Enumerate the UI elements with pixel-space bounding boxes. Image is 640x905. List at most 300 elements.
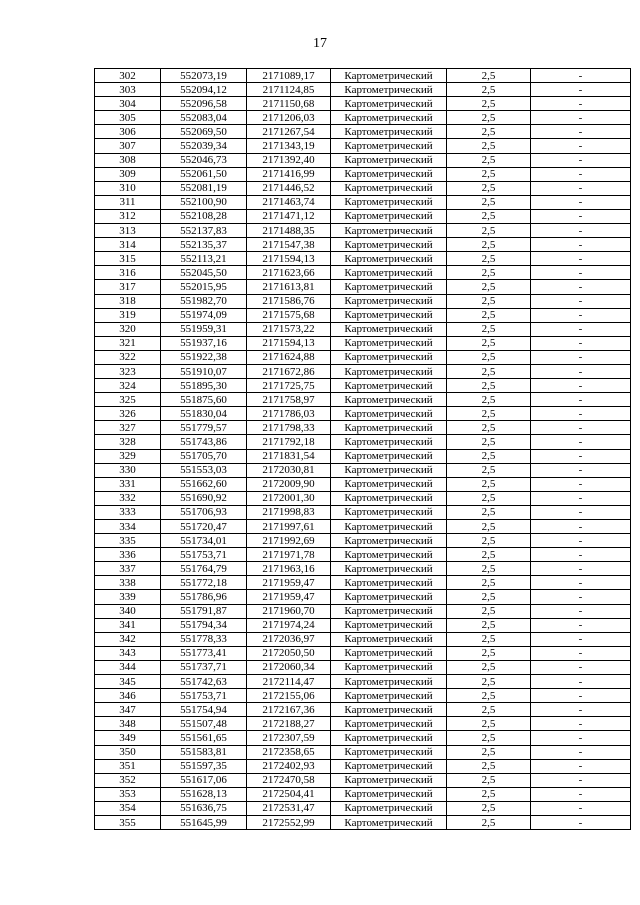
x-coordinate-cell: 551636,75 (161, 801, 247, 815)
accuracy-cell: 2,5 (447, 632, 531, 646)
y-coordinate-cell: 2171831,54 (247, 449, 331, 463)
point-number-cell: 353 (95, 787, 161, 801)
accuracy-cell: 2,5 (447, 675, 531, 689)
table-row (95, 703, 631, 717)
method-cell: Картометрический (331, 491, 447, 505)
accuracy-cell: 2,5 (447, 167, 531, 181)
accuracy-cell: 2,5 (447, 731, 531, 745)
y-coordinate-cell: 2171998,83 (247, 505, 331, 519)
accuracy-cell: 2,5 (447, 393, 531, 407)
x-coordinate-cell: 552039,34 (161, 139, 247, 153)
y-coordinate-cell: 2171992,69 (247, 534, 331, 548)
table-row (95, 534, 631, 548)
y-coordinate-cell: 2172552,99 (247, 815, 331, 829)
accuracy-cell: 2,5 (447, 477, 531, 491)
x-coordinate-cell: 551764,79 (161, 562, 247, 576)
table-row (95, 252, 631, 266)
method-cell: Картометрический (331, 238, 447, 252)
x-coordinate-cell: 552073,19 (161, 69, 247, 83)
accuracy-cell: 2,5 (447, 322, 531, 336)
table-row (95, 590, 631, 604)
point-number-cell: 321 (95, 336, 161, 350)
y-coordinate-cell: 2171624,88 (247, 350, 331, 364)
point-number-cell: 348 (95, 717, 161, 731)
method-cell: Картометрический (331, 125, 447, 139)
y-coordinate-cell: 2171471,12 (247, 209, 331, 223)
point-number-cell: 337 (95, 562, 161, 576)
table-row (95, 97, 631, 111)
x-coordinate-cell: 551720,47 (161, 520, 247, 534)
y-coordinate-cell: 2171586,76 (247, 294, 331, 308)
note-cell: - (531, 322, 631, 336)
table-row (95, 576, 631, 590)
y-coordinate-cell: 2172470,58 (247, 773, 331, 787)
accuracy-cell: 2,5 (447, 505, 531, 519)
accuracy-cell: 2,5 (447, 294, 531, 308)
point-number-cell: 354 (95, 801, 161, 815)
x-coordinate-cell: 551753,71 (161, 689, 247, 703)
x-coordinate-cell: 551583,81 (161, 745, 247, 759)
table-row (95, 646, 631, 660)
method-cell: Картометрический (331, 745, 447, 759)
table-row (95, 350, 631, 364)
note-cell: - (531, 195, 631, 209)
y-coordinate-cell: 2171416,99 (247, 167, 331, 181)
y-coordinate-cell: 2172050,50 (247, 646, 331, 660)
method-cell: Картометрический (331, 689, 447, 703)
accuracy-cell: 2,5 (447, 139, 531, 153)
note-cell: - (531, 689, 631, 703)
y-coordinate-cell: 2171672,86 (247, 364, 331, 378)
y-coordinate-cell: 2172188,27 (247, 717, 331, 731)
table-row (95, 801, 631, 815)
point-number-cell: 345 (95, 675, 161, 689)
y-coordinate-cell: 2172504,41 (247, 787, 331, 801)
accuracy-cell: 2,5 (447, 604, 531, 618)
x-coordinate-cell: 551645,99 (161, 815, 247, 829)
method-cell: Картометрический (331, 576, 447, 590)
point-number-cell: 351 (95, 759, 161, 773)
table-row (95, 209, 631, 223)
note-cell: - (531, 773, 631, 787)
method-cell: Картометрический (331, 717, 447, 731)
point-number-cell: 310 (95, 181, 161, 195)
method-cell: Картометрический (331, 111, 447, 125)
point-number-cell: 314 (95, 238, 161, 252)
note-cell: - (531, 181, 631, 195)
x-coordinate-cell: 552081,19 (161, 181, 247, 195)
method-cell: Картометрический (331, 308, 447, 322)
accuracy-cell: 2,5 (447, 111, 531, 125)
table-row (95, 294, 631, 308)
x-coordinate-cell: 551982,70 (161, 294, 247, 308)
method-cell: Картометрический (331, 660, 447, 674)
note-cell: - (531, 604, 631, 618)
table-row (95, 336, 631, 350)
point-number-cell: 319 (95, 308, 161, 322)
accuracy-cell: 2,5 (447, 717, 531, 731)
method-cell: Картометрический (331, 801, 447, 815)
table-row (95, 111, 631, 125)
note-cell: - (531, 294, 631, 308)
point-number-cell: 336 (95, 548, 161, 562)
x-coordinate-cell: 551507,48 (161, 717, 247, 731)
point-number-cell: 352 (95, 773, 161, 787)
method-cell: Картометрический (331, 590, 447, 604)
method-cell: Картометрический (331, 181, 447, 195)
table-row (95, 520, 631, 534)
x-coordinate-cell: 551553,03 (161, 463, 247, 477)
method-cell: Картометрический (331, 435, 447, 449)
accuracy-cell: 2,5 (447, 590, 531, 604)
y-coordinate-cell: 2171124,85 (247, 83, 331, 97)
table-row (95, 562, 631, 576)
note-cell: - (531, 759, 631, 773)
method-cell: Картометрический (331, 139, 447, 153)
y-coordinate-cell: 2171575,68 (247, 308, 331, 322)
table-row (95, 139, 631, 153)
x-coordinate-cell: 551742,63 (161, 675, 247, 689)
x-coordinate-cell: 551743,86 (161, 435, 247, 449)
point-number-cell: 304 (95, 97, 161, 111)
accuracy-cell: 2,5 (447, 224, 531, 238)
note-cell: - (531, 435, 631, 449)
accuracy-cell: 2,5 (447, 463, 531, 477)
method-cell: Картометрический (331, 83, 447, 97)
method-cell: Картометрический (331, 520, 447, 534)
table-row (95, 745, 631, 759)
point-number-cell: 315 (95, 252, 161, 266)
method-cell: Картометрический (331, 224, 447, 238)
method-cell: Картометрический (331, 252, 447, 266)
page-number: 17 (313, 36, 327, 51)
y-coordinate-cell: 2172155,06 (247, 689, 331, 703)
method-cell: Картометрический (331, 731, 447, 745)
y-coordinate-cell: 2171206,03 (247, 111, 331, 125)
point-number-cell: 306 (95, 125, 161, 139)
accuracy-cell: 2,5 (447, 83, 531, 97)
method-cell: Картометрический (331, 787, 447, 801)
x-coordinate-cell: 551794,34 (161, 618, 247, 632)
x-coordinate-cell: 552015,95 (161, 280, 247, 294)
y-coordinate-cell: 2172001,30 (247, 491, 331, 505)
note-cell: - (531, 491, 631, 505)
table-row (95, 463, 631, 477)
note-cell: - (531, 660, 631, 674)
note-cell: - (531, 745, 631, 759)
y-coordinate-cell: 2172009,90 (247, 477, 331, 491)
accuracy-cell: 2,5 (447, 364, 531, 378)
note-cell: - (531, 280, 631, 294)
y-coordinate-cell: 2171725,75 (247, 379, 331, 393)
x-coordinate-cell: 551737,71 (161, 660, 247, 674)
table-row (95, 618, 631, 632)
y-coordinate-cell: 2171547,38 (247, 238, 331, 252)
method-cell: Картометрический (331, 69, 447, 83)
note-cell: - (531, 209, 631, 223)
x-coordinate-cell: 551597,35 (161, 759, 247, 773)
method-cell: Картометрический (331, 153, 447, 167)
table-row (95, 759, 631, 773)
x-coordinate-cell: 551754,94 (161, 703, 247, 717)
y-coordinate-cell: 2171267,54 (247, 125, 331, 139)
table-row (95, 181, 631, 195)
note-cell: - (531, 703, 631, 717)
y-coordinate-cell: 2172307,59 (247, 731, 331, 745)
method-cell: Картометрический (331, 379, 447, 393)
y-coordinate-cell: 2171463,74 (247, 195, 331, 209)
accuracy-cell: 2,5 (447, 660, 531, 674)
note-cell: - (531, 618, 631, 632)
table-row (95, 407, 631, 421)
point-number-cell: 305 (95, 111, 161, 125)
y-coordinate-cell: 2171594,13 (247, 336, 331, 350)
y-coordinate-cell: 2171613,81 (247, 280, 331, 294)
accuracy-cell: 2,5 (447, 69, 531, 83)
table-row (95, 435, 631, 449)
method-cell: Картометрический (331, 167, 447, 181)
point-number-cell: 347 (95, 703, 161, 717)
table-row (95, 773, 631, 787)
point-number-cell: 330 (95, 463, 161, 477)
method-cell: Картометрический (331, 759, 447, 773)
table-row (95, 195, 631, 209)
x-coordinate-cell: 552113,21 (161, 252, 247, 266)
y-coordinate-cell: 2171392,40 (247, 153, 331, 167)
y-coordinate-cell: 2172402,93 (247, 759, 331, 773)
y-coordinate-cell: 2171446,52 (247, 181, 331, 195)
table-row (95, 153, 631, 167)
y-coordinate-cell: 2171963,16 (247, 562, 331, 576)
point-number-cell: 343 (95, 646, 161, 660)
accuracy-cell: 2,5 (447, 153, 531, 167)
point-number-cell: 320 (95, 322, 161, 336)
point-number-cell: 334 (95, 520, 161, 534)
x-coordinate-cell: 551705,70 (161, 449, 247, 463)
point-number-cell: 355 (95, 815, 161, 829)
note-cell: - (531, 393, 631, 407)
note-cell: - (531, 69, 631, 83)
method-cell: Картометрический (331, 364, 447, 378)
y-coordinate-cell: 2171792,18 (247, 435, 331, 449)
table-row (95, 266, 631, 280)
method-cell: Картометрический (331, 773, 447, 787)
x-coordinate-cell: 551753,71 (161, 548, 247, 562)
x-coordinate-cell: 551778,33 (161, 632, 247, 646)
accuracy-cell: 2,5 (447, 435, 531, 449)
method-cell: Картометрический (331, 675, 447, 689)
method-cell: Картометрический (331, 604, 447, 618)
x-coordinate-cell: 551922,38 (161, 350, 247, 364)
table-row (95, 675, 631, 689)
note-cell: - (531, 252, 631, 266)
point-number-cell: 326 (95, 407, 161, 421)
table-row (95, 604, 631, 618)
point-number-cell: 344 (95, 660, 161, 674)
point-number-cell: 316 (95, 266, 161, 280)
note-cell: - (531, 350, 631, 364)
note-cell: - (531, 421, 631, 435)
note-cell: - (531, 111, 631, 125)
method-cell: Картометрический (331, 97, 447, 111)
method-cell: Картометрический (331, 195, 447, 209)
x-coordinate-cell: 552061,50 (161, 167, 247, 181)
note-cell: - (531, 224, 631, 238)
y-coordinate-cell: 2172358,65 (247, 745, 331, 759)
method-cell: Картометрический (331, 548, 447, 562)
x-coordinate-cell: 551617,06 (161, 773, 247, 787)
note-cell: - (531, 576, 631, 590)
x-coordinate-cell: 551628,13 (161, 787, 247, 801)
method-cell: Картометрический (331, 322, 447, 336)
table-row (95, 477, 631, 491)
note-cell: - (531, 379, 631, 393)
y-coordinate-cell: 2172531,47 (247, 801, 331, 815)
method-cell: Картометрический (331, 815, 447, 829)
note-cell: - (531, 407, 631, 421)
accuracy-cell: 2,5 (447, 266, 531, 280)
table-row (95, 83, 631, 97)
method-cell: Картометрический (331, 477, 447, 491)
point-number-cell: 329 (95, 449, 161, 463)
note-cell: - (531, 505, 631, 519)
method-cell: Картометрический (331, 646, 447, 660)
table-row (95, 689, 631, 703)
method-cell: Картометрический (331, 463, 447, 477)
method-cell: Картометрический (331, 534, 447, 548)
table-row (95, 491, 631, 505)
method-cell: Картометрический (331, 421, 447, 435)
accuracy-cell: 2,5 (447, 548, 531, 562)
point-number-cell: 313 (95, 224, 161, 238)
accuracy-cell: 2,5 (447, 646, 531, 660)
y-coordinate-cell: 2171594,13 (247, 252, 331, 266)
accuracy-cell: 2,5 (447, 407, 531, 421)
table-row (95, 717, 631, 731)
table-body (95, 69, 631, 830)
table-row (95, 632, 631, 646)
point-number-cell: 346 (95, 689, 161, 703)
accuracy-cell: 2,5 (447, 491, 531, 505)
table-row (95, 364, 631, 378)
point-number-cell: 302 (95, 69, 161, 83)
note-cell: - (531, 238, 631, 252)
method-cell: Картометрический (331, 449, 447, 463)
table-row (95, 393, 631, 407)
x-coordinate-cell: 552069,50 (161, 125, 247, 139)
x-coordinate-cell: 551772,18 (161, 576, 247, 590)
table-row (95, 125, 631, 139)
table-row (95, 421, 631, 435)
point-number-cell: 303 (95, 83, 161, 97)
table-row (95, 731, 631, 745)
y-coordinate-cell: 2171343,19 (247, 139, 331, 153)
accuracy-cell: 2,5 (447, 449, 531, 463)
x-coordinate-cell: 551773,41 (161, 646, 247, 660)
method-cell: Картометрический (331, 209, 447, 223)
point-number-cell: 339 (95, 590, 161, 604)
accuracy-cell: 2,5 (447, 181, 531, 195)
table-row (95, 660, 631, 674)
accuracy-cell: 2,5 (447, 759, 531, 773)
table-row (95, 308, 631, 322)
y-coordinate-cell: 2171974,24 (247, 618, 331, 632)
accuracy-cell: 2,5 (447, 379, 531, 393)
y-coordinate-cell: 2171573,22 (247, 322, 331, 336)
accuracy-cell: 2,5 (447, 520, 531, 534)
note-cell: - (531, 646, 631, 660)
accuracy-cell: 2,5 (447, 280, 531, 294)
note-cell: - (531, 815, 631, 829)
y-coordinate-cell: 2172167,36 (247, 703, 331, 717)
note-cell: - (531, 308, 631, 322)
note-cell: - (531, 717, 631, 731)
point-number-cell: 327 (95, 421, 161, 435)
method-cell: Картометрический (331, 350, 447, 364)
point-number-cell: 307 (95, 139, 161, 153)
method-cell: Картометрический (331, 393, 447, 407)
x-coordinate-cell: 552137,83 (161, 224, 247, 238)
accuracy-cell: 2,5 (447, 421, 531, 435)
x-coordinate-cell: 551779,57 (161, 421, 247, 435)
table-row (95, 167, 631, 181)
y-coordinate-cell: 2172114,47 (247, 675, 331, 689)
point-number-cell: 322 (95, 350, 161, 364)
table-row (95, 69, 631, 83)
table-row (95, 322, 631, 336)
note-cell: - (531, 463, 631, 477)
y-coordinate-cell: 2172036,97 (247, 632, 331, 646)
accuracy-cell: 2,5 (447, 576, 531, 590)
method-cell: Картометрический (331, 336, 447, 350)
x-coordinate-cell: 551959,31 (161, 322, 247, 336)
y-coordinate-cell: 2171798,33 (247, 421, 331, 435)
y-coordinate-cell: 2171089,17 (247, 69, 331, 83)
point-number-cell: 341 (95, 618, 161, 632)
method-cell: Картометрический (331, 266, 447, 280)
y-coordinate-cell: 2171488,35 (247, 224, 331, 238)
note-cell: - (531, 167, 631, 181)
point-number-cell: 309 (95, 167, 161, 181)
y-coordinate-cell: 2172060,34 (247, 660, 331, 674)
x-coordinate-cell: 551690,92 (161, 491, 247, 505)
accuracy-cell: 2,5 (447, 534, 531, 548)
accuracy-cell: 2,5 (447, 745, 531, 759)
y-coordinate-cell: 2171150,68 (247, 97, 331, 111)
point-number-cell: 335 (95, 534, 161, 548)
table-row (95, 548, 631, 562)
table-row (95, 280, 631, 294)
y-coordinate-cell: 2171997,61 (247, 520, 331, 534)
point-number-cell: 342 (95, 632, 161, 646)
accuracy-cell: 2,5 (447, 689, 531, 703)
method-cell: Картометрический (331, 505, 447, 519)
accuracy-cell: 2,5 (447, 252, 531, 266)
method-cell: Картометрический (331, 294, 447, 308)
table-row (95, 787, 631, 801)
y-coordinate-cell: 2171960,70 (247, 604, 331, 618)
note-cell: - (531, 675, 631, 689)
accuracy-cell: 2,5 (447, 815, 531, 829)
table-row (95, 449, 631, 463)
x-coordinate-cell: 552094,12 (161, 83, 247, 97)
point-number-cell: 332 (95, 491, 161, 505)
note-cell: - (531, 562, 631, 576)
accuracy-cell: 2,5 (447, 336, 531, 350)
note-cell: - (531, 534, 631, 548)
note-cell: - (531, 731, 631, 745)
accuracy-cell: 2,5 (447, 97, 531, 111)
